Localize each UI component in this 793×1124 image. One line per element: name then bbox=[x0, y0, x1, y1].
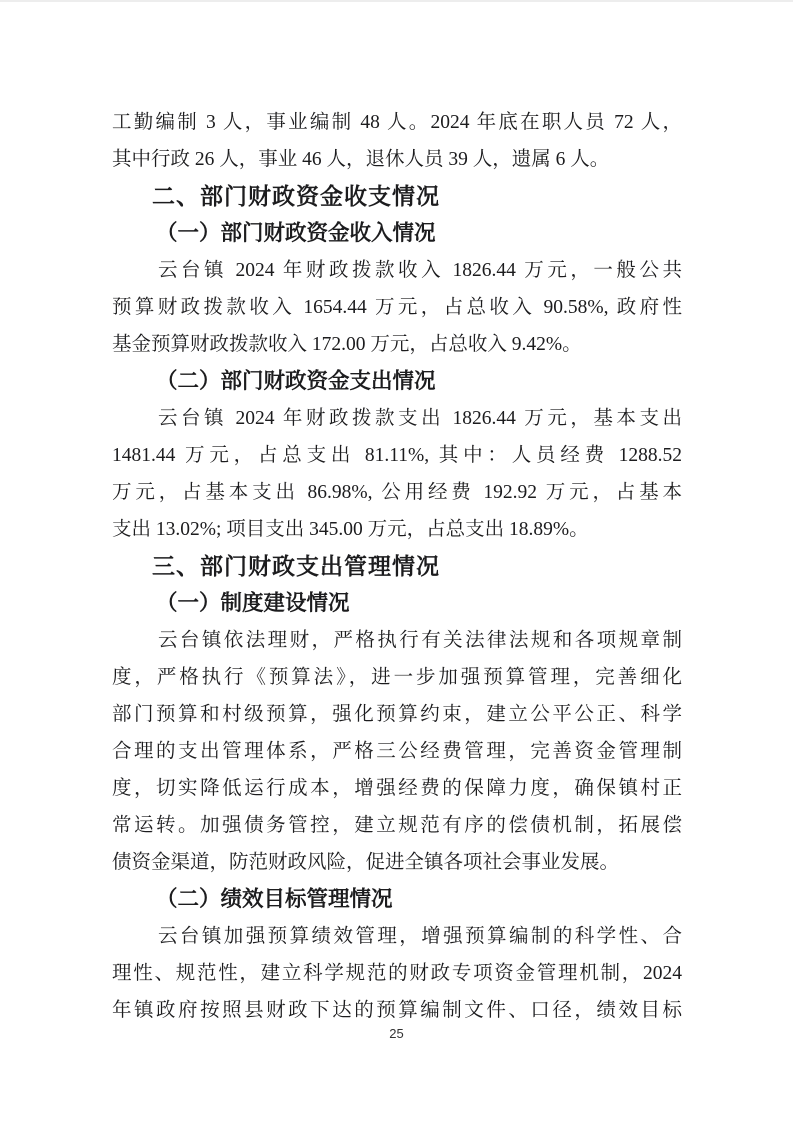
body-line: 度，严格执行《预算法》，进一步加强预算管理，完善细化 bbox=[112, 667, 682, 688]
paragraph-first-line: 云台镇加强预算绩效管理，增强预算编制的科学性、合 bbox=[158, 926, 682, 947]
paragraph-first-line: 云台镇依法理财，严格执行有关法律法规和各项规章制 bbox=[158, 630, 682, 651]
body-line: 理性、规范性，建立科学规范的财政专项资金管理机制，2024 bbox=[112, 963, 682, 984]
body-line: 债资金渠道，防范财政风险，促进全镇各项社会事业发展。 bbox=[112, 852, 620, 873]
subsection-heading-3-1: （一）制度建设情况 bbox=[156, 591, 350, 615]
body-line: 1481.44 万元，占总支出 81.11%, 其中：人员经费 1288.52 bbox=[112, 445, 682, 466]
body-line: 其中行政 26 人，事业 46 人，退休人员 39 人，遗属 6 人。 bbox=[112, 149, 610, 170]
document-text-block bbox=[112, 104, 682, 1029]
body-line: 工勤编制 3 人，事业编制 48 人。2024 年底在职人员 72 人， bbox=[112, 112, 682, 133]
body-line: 年镇政府按照县财政下达的预算编制文件、口径，绩效目标 bbox=[112, 1000, 682, 1021]
body-line: 支出 13.02%; 项目支出 345.00 万元，占总支出 18.89%。 bbox=[112, 519, 589, 540]
body-line: 万元，占基本支出 86.98%, 公用经费 192.92 万元，占基本 bbox=[112, 482, 682, 503]
body-line: 部门预算和村级预算，强化预算约束，建立公平公正、科学 bbox=[112, 704, 682, 725]
body-line: 度，切实降低运行成本，增强经费的保障力度，确保镇村正 bbox=[112, 778, 682, 799]
subsection-heading-3-2: （二）绩效目标管理情况 bbox=[156, 887, 393, 911]
section-heading-3: 三、部门财政支出管理情况 bbox=[152, 553, 440, 579]
page-number: 25 bbox=[389, 1026, 404, 1041]
subsection-heading-2-2: （二）部门财政资金支出情况 bbox=[156, 369, 436, 393]
paragraph-first-line: 云台镇 2024 年财政拨款收入 1826.44 万元，一般公共 bbox=[158, 260, 682, 281]
body-line: 常运转。加强债务管控，建立规范有序的偿债机制，拓展偿 bbox=[112, 815, 682, 836]
body-line: 合理的支出管理体系，严格三公经费管理，完善资金管理制 bbox=[112, 741, 682, 762]
section-heading-2: 二、部门财政资金收支情况 bbox=[152, 183, 440, 209]
body-line: 预算财政拨款收入 1654.44 万元，占总收入 90.58%, 政府性 bbox=[112, 297, 682, 318]
paragraph-first-line: 云台镇 2024 年财政拨款支出 1826.44 万元，基本支出 bbox=[158, 408, 682, 429]
body-line: 基金预算财政拨款收入 172.00 万元，占总收入 9.42%。 bbox=[112, 334, 582, 355]
subsection-heading-2-1: （一）部门财政资金收入情况 bbox=[156, 221, 436, 245]
